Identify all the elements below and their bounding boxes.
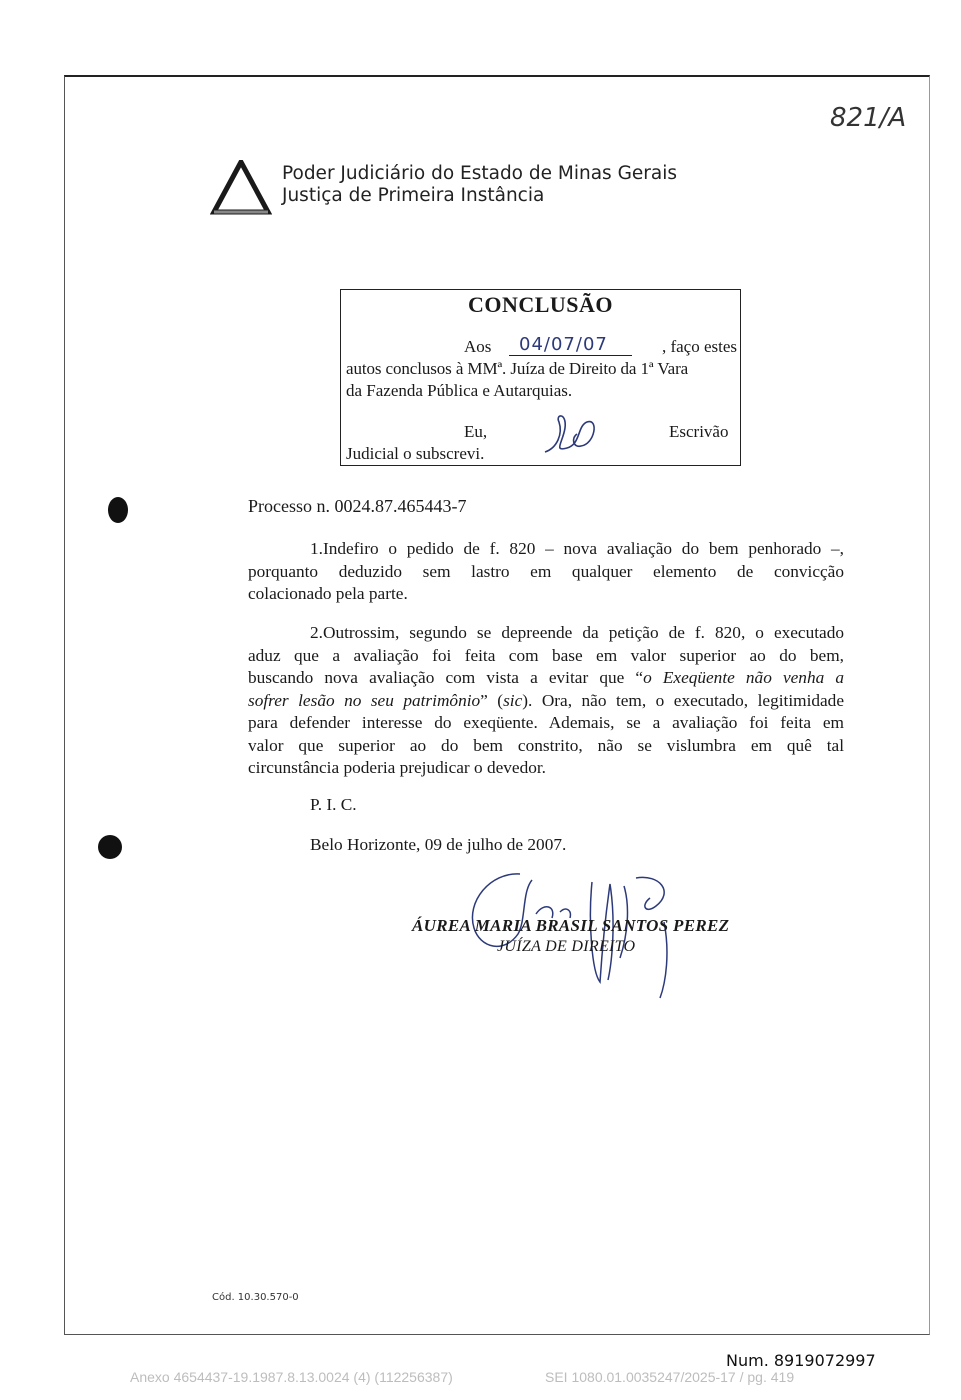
paragraph-2-line3-quote: o Exeqüente não venha a <box>643 668 844 687</box>
conclusao-line2: autos conclusos à MMª. Juíza de Direito da 1ª Vara <box>346 359 689 378</box>
paragraph-2-line2: aduz que a avaliação foi feita com base em valor superior ao do bem, <box>248 645 844 665</box>
pic-text: P. I. C. <box>310 795 357 814</box>
folio-text: 821/A <box>830 103 907 133</box>
conclusao-box <box>340 289 741 466</box>
paragraph-2-line1: 2.Outrossim, segundo se depreende da petição de f. 820, o executado <box>310 623 844 642</box>
court-header-line1: Poder Judiciário do Estado de Minas Gerais <box>282 163 678 184</box>
annex-reference: Anexo 4654437-19.1987.8.13.0024 (4) (112256387) <box>130 1369 453 1385</box>
form-code: Cód. 10.30.570-0 <box>212 1292 299 1303</box>
triangle-logo-icon <box>210 160 272 216</box>
conclusao-escrivao: Escrivão <box>669 422 729 441</box>
signer-role: JUÍZA DE DIREITO <box>497 938 636 955</box>
court-header-line2: Justiça de Primeira Instância <box>282 185 545 206</box>
paragraph-2-line4-mid: ” ( <box>480 690 504 710</box>
paragraph-1-line2: porquanto deduzido sem lastro em qualquer elemento de convicção <box>248 561 844 581</box>
paragraph-2-line3-pre: buscando nova avaliação com vista a evitar que “ <box>248 668 644 687</box>
document-num: Num. 8919072997 <box>726 1351 876 1370</box>
signer-name: ÁUREA MARIA BRASIL SANTOS PEREZ <box>412 916 730 935</box>
paragraph-2-line6: valor que superior ao do bem constrito, não se vislumbra em quê tal <box>248 735 844 755</box>
punch-hole-bottom <box>98 835 122 859</box>
paragraph-2-line5: para defender interesse do exeqüente. Ademais, se a avaliação foi feita em <box>248 713 844 732</box>
paragraph-2 <box>248 622 844 780</box>
folio-handwritten <box>828 96 908 156</box>
punch-hole-top <box>108 497 128 523</box>
conclusao-aos: Aos <box>464 337 492 356</box>
paragraph-2-line4-post: ). Ora, não tem, o executado, legitimidade <box>522 690 844 710</box>
paragraph-2-line4-sic: sic <box>503 690 523 710</box>
paragraph-2-line7: circunstância poderia prejudicar o devedor. <box>248 758 546 777</box>
conclusao-faco-estes: , faço estes <box>661 337 737 356</box>
conclusao-line3: da Fazenda Pública e Autarquias. <box>346 381 573 400</box>
court-header <box>282 163 677 207</box>
place-date: Belo Horizonte, 09 de julho de 2007. <box>310 835 567 854</box>
process-number: Processo n. 0024.87.465443-7 <box>248 496 467 516</box>
paragraph-1-line1: 1.Indefiro o pedido de f. 820 – nova avaliação do bem penhorado –, <box>310 539 844 558</box>
sei-reference: SEI 1080.01.0035247/2025-17 / pg. 419 <box>545 1369 795 1385</box>
conclusao-date-handwritten: 04/07/07 <box>519 334 608 355</box>
paragraph-2-line4-quote: sofrer lesão no seu patrimônio <box>248 690 481 710</box>
conclusao-title: CONCLUSÃO <box>467 292 614 317</box>
conclusao-subscrevi: Judicial o subscrevi. <box>346 444 485 463</box>
paragraph-1-line3: colacionado pela parte. <box>248 584 408 603</box>
conclusao-eu: Eu, <box>464 422 488 441</box>
clerk-signature <box>537 408 607 460</box>
date-underline <box>509 355 632 356</box>
paragraph-1 <box>248 538 844 606</box>
